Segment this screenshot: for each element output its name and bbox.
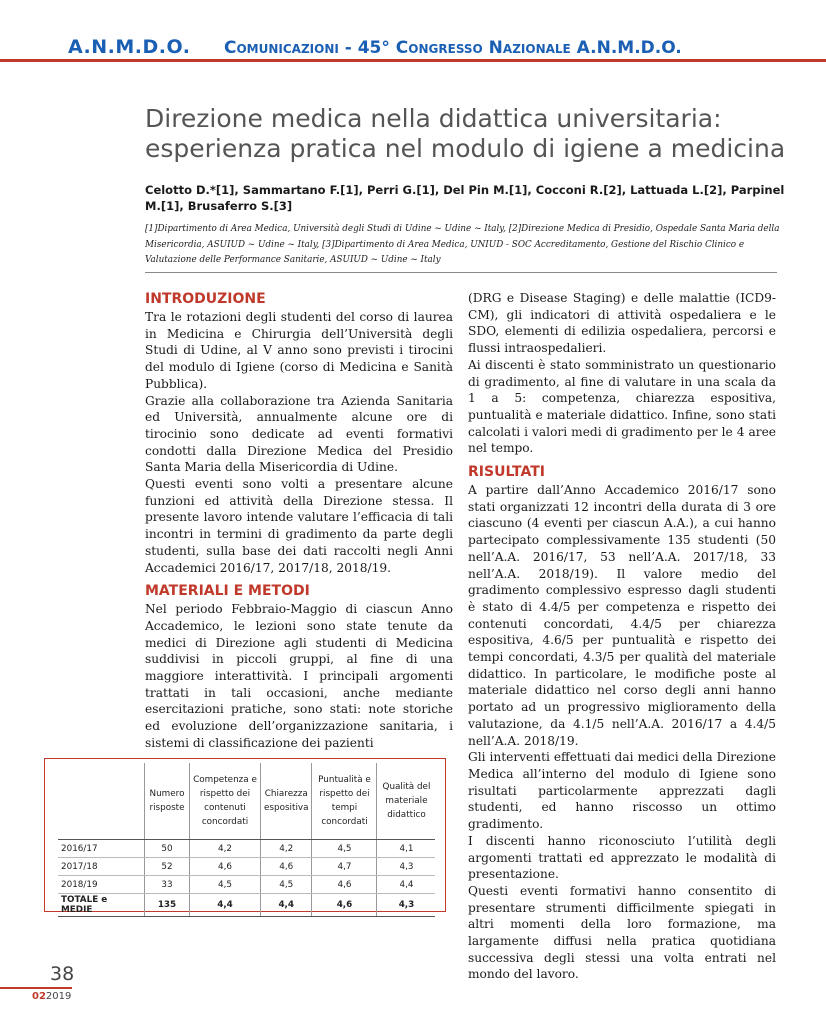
table-cell: 4,6 <box>190 858 261 876</box>
results-table <box>58 763 435 917</box>
table-row <box>58 840 435 858</box>
table-cell: 4,2 <box>190 840 261 858</box>
intro-paragraph-1: Tra le rotazioni degli studenti del corso di laurea in Medicina e Chirurgia dell’Università degli Studi di Udine, al V anno sono previsti i tirocini del modulo di Igiene (corso di Medicina e Sanità Pubblica). <box>145 310 453 391</box>
results-table-box <box>44 758 446 915</box>
table-cell: 4,5 <box>312 840 377 858</box>
results-paragraph-1: A partire dall’Anno Accademico 2016/17 sono stati organizzati 12 incontri della durata di 3 ore ciascuno (4 eventi per ciascun A.A.), a cui hanno partecipato complessivamente 135 studenti (50 nell’A.A. 2016/17, 53 nell’A.A. 2017/18, 33 nell’A.A. 2018/19). Il valore medio del gradimento complessivo espresso dagli studenti è stato di 4.4/5 per competenza e rispetto dei contenuti concordati, 4.4/5 per chiarezza espositiva, 4.6/5 per puntualità e rispetto dei tempi concordati, 4.3/5 per qualità del materiale didattico. In particolare, le modifiche poste al materiale didattico nel corso degli anni hanno portato ad un progressivo miglioramento della valutazione, da 4.1/5 nell’A.A. 2016/17 a 4.4/5 nell’A.A. 2018/19. <box>468 483 776 748</box>
table-cell: 135 <box>145 894 190 917</box>
methods-heading: MATERIALI E METODI <box>145 583 310 600</box>
table-cell: 4,5 <box>261 876 312 894</box>
table-cell: 4,3 <box>377 894 436 917</box>
table-cell: 4,5 <box>190 876 261 894</box>
intro-paragraph-3: Questi eventi sono volti a presentare alcune funzioni ed attività della Direzione stessa. Il presente lavoro intende valutare l’efficacia di tali incontri in termini di gradimento da parte degli studenti, sulla base dei dati raccolti negli Anni Accademici 2016/17, 2017/18, 2018/19. <box>145 477 453 575</box>
issue-year: 2019 <box>45 991 72 1002</box>
table-row <box>58 876 435 894</box>
table-row <box>58 858 435 876</box>
results-paragraph-4: Questi eventi formativi hanno consentito di presentare strumenti difficilmente spiegati in altri momenti della loro formazione, ma largamente diffusi nella pratica quotidiana successiva degli stessi una volta entrati nel mondo del lavoro. <box>468 883 776 982</box>
page-number: 38 <box>50 963 75 985</box>
table-total-row <box>58 894 435 917</box>
table-cell: 50 <box>145 840 190 858</box>
table-header-cell: Numero risposte <box>145 763 190 840</box>
table-header-cell: Puntualità e rispetto dei tempi concordati <box>312 763 377 840</box>
table-cell: 4,6 <box>312 894 377 917</box>
table-cell: 4,2 <box>261 840 312 858</box>
table-cell: 4,6 <box>261 858 312 876</box>
table-cell: 4,1 <box>377 840 436 858</box>
intro-paragraph-2: Grazie alla collaborazione tra Azienda Sanitaria ed Università, annualmente alcune ore di tirocinio sono dedicate ad eventi formativi condotti dalla Direzione Medica del Presidio Santa Maria della Misericordia di Udine. <box>145 393 453 475</box>
table-header-cell: Competenza e rispetto dei contenuti concordati <box>190 763 261 840</box>
authors: Celotto D.*[1], Sammartano F.[1], Perri G.[1], Del Pin M.[1], Cocconi R.[2], Lattuada L.[2], Parpinel M.[1], Brusaferro S.[3] <box>145 183 785 213</box>
issue-label <box>32 991 71 1002</box>
footer-rule <box>0 987 72 989</box>
article-title <box>145 104 795 164</box>
results-heading: RISULTATI <box>468 464 546 481</box>
table-cell: 4,4 <box>377 876 436 894</box>
table-header-cell: Chiarezza espositiva <box>261 763 312 840</box>
table-cell: 2016/17 <box>58 840 145 858</box>
table-cell: 4,4 <box>190 894 261 917</box>
right-column <box>468 290 776 983</box>
table-cell: 4,4 <box>261 894 312 917</box>
results-paragraph-2: Gli interventi effettuati dai medici della Direzione Medica all’interno del modulo di Igiene sono risultati particolarmente apprezzati dagli studenti, ed hanno riscosso un ottimo gradimento. <box>468 750 776 832</box>
table-cell: 4,6 <box>312 876 377 894</box>
table-cell: TOTALE e MEDIE <box>58 894 145 917</box>
separator <box>145 272 777 273</box>
table-header-cell: Qualità del materiale didattico <box>377 763 436 840</box>
table-cell: 2018/19 <box>58 876 145 894</box>
methods-paragraph-1: Nel periodo Febbraio-Maggio di ciascun Anno Accademico, le lezioni sono state tenute da medici di Direzione agli studenti di Medicina suddivisi in piccoli gruppi, al fine di una maggiore interattività. I principali argomenti trattati in tali occasioni, anche mediante esercitazioni pratiche, sono stati: note storiche ed evoluzione dell’organizzazione sanitaria, i sistemi di classificazione dei pazienti <box>145 602 453 750</box>
methods-paragraph-1-continued: (DRG e Disease Staging) e delle malattie (ICD9-CM), gli indicatori di attività ospedaliera e le SDO, elementi di edilizia ospedaliera, percorsi e flussi intraospedalieri. <box>468 291 776 356</box>
header-rule <box>0 59 826 62</box>
table-cell: 4,3 <box>377 858 436 876</box>
table-header-row <box>58 763 435 840</box>
table-cell: 33 <box>145 876 190 894</box>
issue-number: 02 <box>32 991 46 1002</box>
methods-paragraph-2: Ai discenti è stato somministrato un questionario di gradimento, al fine di valutare in una scala da 1 a 5: competenza, chiarezza espositiva, puntualità e materiale didattico. Infine, sono stati calcolati i valori medi di gradimento per le 4 aree nel tempo. <box>468 357 776 456</box>
results-paragraph-3: I discenti hanno riconosciuto l’utilità degli argomenti trattati ed apprezzato le modalità di presentazione. <box>468 833 776 882</box>
table-cell: 4,7 <box>312 858 377 876</box>
table-cell: 2017/18 <box>58 858 145 876</box>
affiliations: [1]Dipartimento di Area Medica, Università degli Studi di Udine ~ Udine ~ Italy, [2]Direzione Medica di Presidio, Ospedale Santa Maria della Misericordia, ASUIUD ~ Udine ~ Italy, [3]Dipartimento di Area Medica, UNIUD - SOC Accreditamento, Gestione del Rischio Clinico e Valutazione delle Performance Sanitarie, ASUIUD ~ Udine ~ Italy <box>145 224 780 265</box>
title-line-1: Direzione medica nella didattica universitaria: <box>145 104 722 133</box>
table-cell: 52 <box>145 858 190 876</box>
title-line-2: esperienza pratica nel modulo di igiene a medicina <box>145 134 786 163</box>
left-column <box>145 290 453 752</box>
journal-logo: A.N.M.D.O. <box>68 36 191 58</box>
intro-heading: INTRODUZIONE <box>145 291 266 307</box>
table-header-cell <box>58 763 145 840</box>
running-header: Comunicazioni - 45° Congresso Nazionale A.N.M.D.O. <box>224 38 682 58</box>
